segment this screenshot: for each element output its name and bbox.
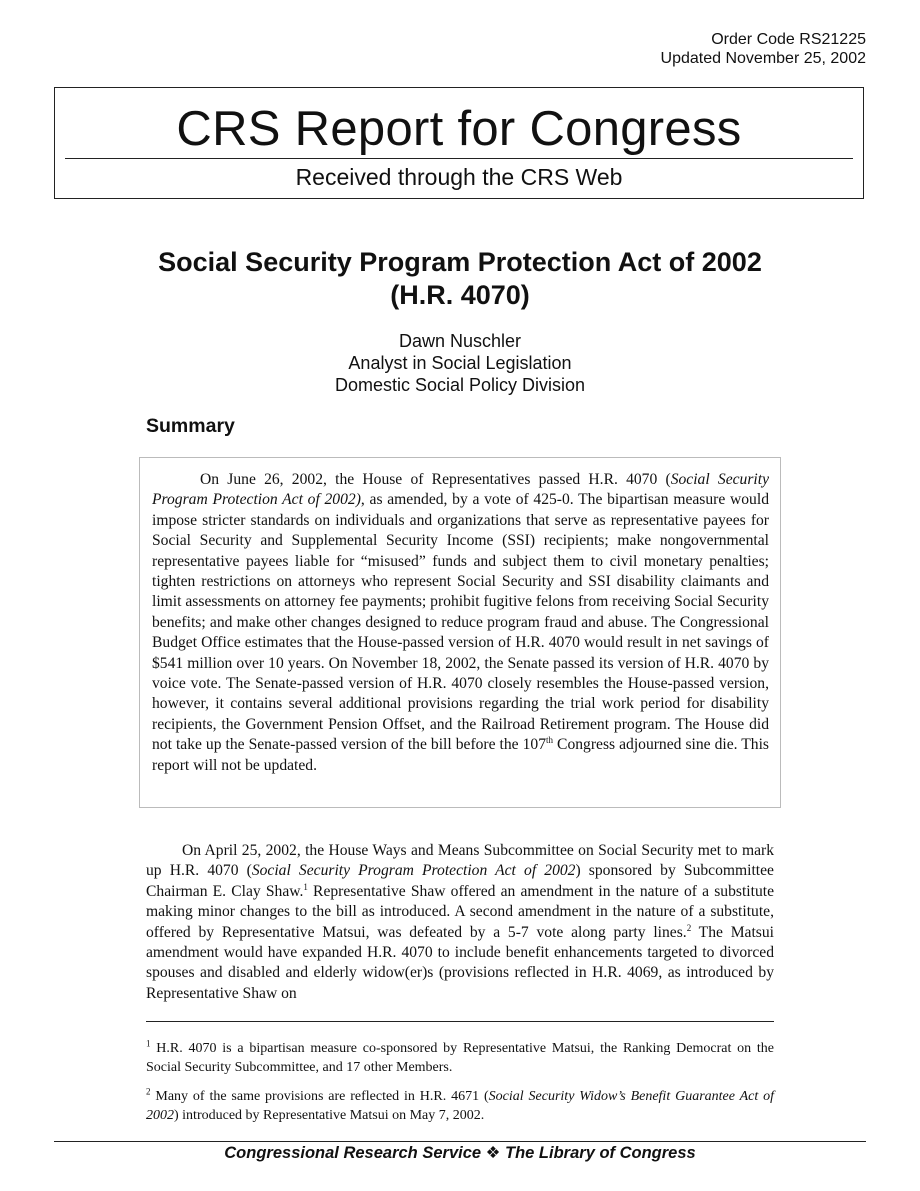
summary-heading: Summary <box>146 415 235 437</box>
footnote-ref-2[interactable]: 2 <box>686 922 692 933</box>
author-division: Domestic Social Policy Division <box>334 375 586 395</box>
order-code: Order Code RS21225 <box>711 31 866 48</box>
footer-divider <box>54 1141 866 1142</box>
order-info <box>661 30 866 68</box>
banner-divider <box>65 158 853 159</box>
footnote-divider <box>146 1021 774 1022</box>
author-name: Dawn Nuschler <box>398 331 522 351</box>
summary-paragraph: On June 26, 2002, the House of Representatives passed H.R. 4070 (Social Security Program Protection Act of 2002), as amended, by a vote of 425-0. The bipartisan measure would impose stricter standards on individuals and organizations that serve as representative payees for Social Security and Supplemental Security Income (SSI) recipients; make nongovernmental representative payees liable for “misused” funds and subject them to civil monetary penalties; tighten restrictions on attorneys who represent Social Security and SSI disability claimants and limit assessments on attorney fee payments; prohibit fugitive felons from receiving Social Security benefits; and make other changes designed to reduce program fraud and abuse. The Congressional Budget Office estimates that the House-passed version of H.R. 4070 would result in net savings of $541 million over 10 years. On November 18, 2002, the Senate passed its version of H.R. 4070 by voice vote. The Senate-passed version of H.R. 4070 closely resembles the House-passed version, however, it contains several additional provisions regarding the trial work period for disability recipients, the Government Pension Offset, and the Railroad Retirement program. The House did not take up the Senate-passed version of the bill before the 107th Congress adjourned sine die. This report will not be updated. <box>152 471 769 774</box>
summary-box <box>139 457 781 808</box>
body-paragraph: On April 25, 2002, the House Ways and Means Subcommittee on Social Security met to mark up H.R. 4070 (Social Security Program Protection Act of 2002) sponsored by Subcommittee Chairman E. Clay Shaw.$^1$ Representative Shaw offered an amendment in the nature of a substitute making minor changes to the bill as introduced. A second amendment in the nature of a substitute, offered by Representative Matsui, was defeated by a 5-7 vote along party lines.$^2$ The Matsui amendment would have expanded H.R. 4070 to include benefit enhancements targeted to divorced spouses and disabled and elderly widow(er)s (provisions reflected in H.R. 4069, as introduced by Representative Shaw on <box>146 842 775 1002</box>
author-block <box>0 330 920 396</box>
page-footer: Congressional Research Service ❖ The Library of Congress <box>224 1144 696 1162</box>
crs-banner <box>54 87 864 199</box>
updated-date: Updated November 25, 2002 <box>660 50 866 67</box>
author-title: Analyst in Social Legislation <box>348 353 572 373</box>
footnote-ref-1[interactable]: 1 <box>303 881 308 892</box>
report-title: Social Security Program Protection Act of 2002 (H.R. 4070) <box>158 247 762 310</box>
banner-title: CRS Report for Congress <box>176 102 742 156</box>
footnote-2: $^2$ Many of the same provisions are reflected in H.R. 4671 (Social Security Widow’s Benefit Guarantee Act of 2002) introduced by Representative Matsui on May 7, 2002. <box>146 1086 774 1123</box>
footnote-1: $^1$ H.R. 4070 is a bipartisan measure co-sponsored by Representative Matsui, the Ranking Democrat on the Social Security Subcommittee, and 17 other Members. <box>146 1038 775 1075</box>
banner-subtitle: Received through the CRS Web <box>295 164 623 190</box>
